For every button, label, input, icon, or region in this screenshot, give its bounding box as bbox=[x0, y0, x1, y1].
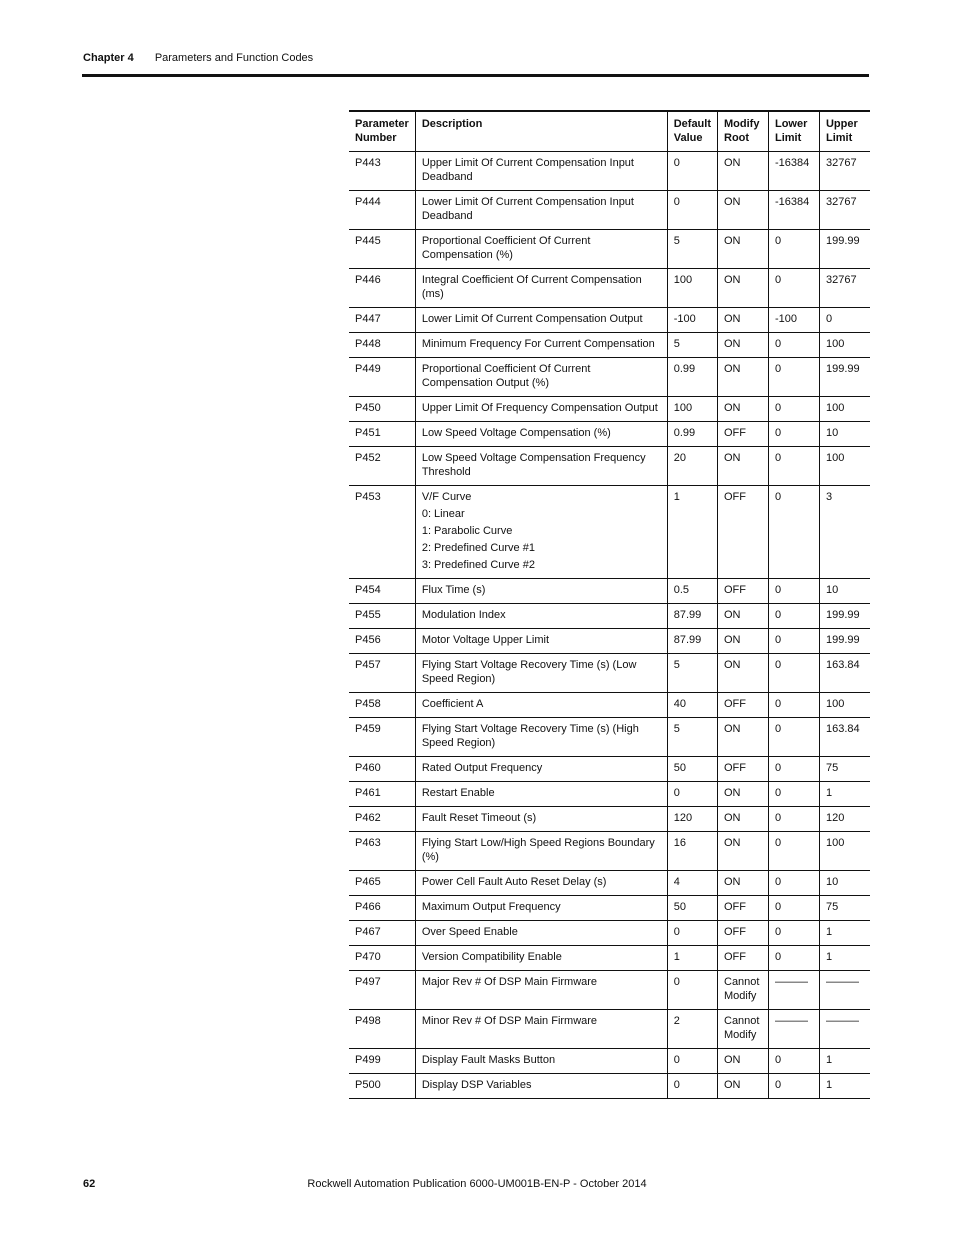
parameter-number-cell: P448 bbox=[355, 338, 381, 350]
upper-limit-cell: 1 bbox=[819, 782, 870, 807]
default-value-cell: 0 bbox=[667, 1074, 717, 1099]
description-cell: Over Speed Enable bbox=[415, 921, 667, 946]
default-value-cell: 50 bbox=[667, 896, 717, 921]
table-row bbox=[349, 152, 870, 191]
description-cell: Motor Voltage Upper Limit bbox=[415, 629, 667, 654]
parameter-number-cell: P500 bbox=[355, 1079, 381, 1091]
lower-limit-cell: -16384 bbox=[768, 191, 819, 230]
lower-limit-cell: 0 bbox=[768, 782, 819, 807]
parameter-number-cell: P451 bbox=[355, 427, 381, 439]
upper-limit-cell: 199.99 bbox=[819, 230, 870, 269]
description-cell: Flying Start Voltage Recovery Time (s) (Low Speed Region) bbox=[415, 654, 667, 693]
modify-root-cell: ON bbox=[718, 397, 769, 422]
default-value-cell: 100 bbox=[667, 397, 717, 422]
lower-limit-cell: 0 bbox=[768, 1074, 819, 1099]
lower-limit-cell: 0 bbox=[768, 946, 819, 971]
lower-limit-cell: -100 bbox=[768, 308, 819, 333]
upper-limit-cell: 10 bbox=[819, 422, 870, 447]
modify-root-cell: Cannot Modify bbox=[718, 1010, 769, 1049]
description-cell: Minor Rev # Of DSP Main Firmware bbox=[415, 1010, 667, 1049]
lower-limit-cell: 0 bbox=[768, 333, 819, 358]
upper-limit-cell: 163.84 bbox=[819, 718, 870, 757]
upper-limit-cell: 1 bbox=[819, 1074, 870, 1099]
modify-root-cell: OFF bbox=[718, 946, 769, 971]
default-value-cell: 4 bbox=[667, 871, 717, 896]
description-line: 0: Linear bbox=[421, 508, 465, 520]
default-value-cell: 0 bbox=[667, 152, 717, 191]
default-value-cell: 5 bbox=[667, 654, 717, 693]
default-value-cell: 2 bbox=[667, 1010, 717, 1049]
default-value-cell: 5 bbox=[667, 333, 717, 358]
parameter-number-cell: P449 bbox=[355, 363, 381, 375]
description-line: 2: Predefined Curve #1 bbox=[421, 542, 535, 554]
upper-limit-cell: 100 bbox=[819, 693, 870, 718]
upper-limit-cell: 199.99 bbox=[819, 604, 870, 629]
description-cell: Lower Limit Of Current Compensation Input Deadband bbox=[415, 191, 667, 230]
modify-root-cell: ON bbox=[718, 269, 769, 308]
upper-limit-cell: 75 bbox=[819, 757, 870, 782]
lower-limit-cell: 0 bbox=[768, 693, 819, 718]
description-cell: Minimum Frequency For Current Compensation bbox=[415, 333, 667, 358]
modify-root-cell: ON bbox=[718, 1049, 769, 1074]
upper-limit-cell: 163.84 bbox=[819, 654, 870, 693]
table-row bbox=[349, 896, 870, 921]
description-cell: Major Rev # Of DSP Main Firmware bbox=[415, 971, 667, 1010]
table-row bbox=[349, 1074, 870, 1099]
lower-limit-cell: 0 bbox=[768, 757, 819, 782]
parameter-number-cell: P454 bbox=[355, 584, 381, 596]
modify-root-cell: ON bbox=[718, 230, 769, 269]
modify-root-cell: ON bbox=[718, 1074, 769, 1099]
default-value-cell: 0 bbox=[667, 971, 717, 1010]
parameter-number-cell: P465 bbox=[355, 876, 381, 888]
parameter-number-cell: P453 bbox=[355, 491, 381, 503]
upper-limit-cell: 0 bbox=[819, 308, 870, 333]
parameter-number-cell: P498 bbox=[355, 1015, 381, 1027]
upper-limit-cell: 100 bbox=[819, 397, 870, 422]
lower-limit-cell: 0 bbox=[768, 718, 819, 757]
lower-limit-cell: 0 bbox=[768, 579, 819, 604]
default-value-cell: 0.5 bbox=[667, 579, 717, 604]
modify-root-cell: ON bbox=[718, 152, 769, 191]
lower-limit-cell: 0 bbox=[768, 486, 819, 579]
parameter-number-cell: P452 bbox=[355, 452, 381, 464]
upper-limit-cell: ——— bbox=[819, 1010, 870, 1049]
table-row bbox=[349, 422, 870, 447]
table-row bbox=[349, 579, 870, 604]
description-cell: Low Speed Voltage Compensation (%) bbox=[415, 422, 667, 447]
default-value-cell: 5 bbox=[667, 718, 717, 757]
description-cell: Fault Reset Timeout (s) bbox=[415, 807, 667, 832]
lower-limit-cell: ——— bbox=[768, 1010, 819, 1049]
lower-limit-cell: 0 bbox=[768, 604, 819, 629]
table-row bbox=[349, 757, 870, 782]
default-value-cell: 120 bbox=[667, 807, 717, 832]
lower-limit-cell: 0 bbox=[768, 921, 819, 946]
lower-limit-cell: 0 bbox=[768, 397, 819, 422]
column-header: Parameter Number bbox=[355, 118, 409, 144]
parameter-number-cell: P446 bbox=[355, 274, 381, 286]
parameter-number-cell: P447 bbox=[355, 313, 381, 325]
lower-limit-cell: 0 bbox=[768, 654, 819, 693]
description-cell: Proportional Coefficient Of Current Compensation (%) bbox=[415, 230, 667, 269]
header-rule bbox=[82, 74, 869, 77]
lower-limit-cell: -16384 bbox=[768, 152, 819, 191]
default-value-cell: 20 bbox=[667, 447, 717, 486]
upper-limit-cell: ——— bbox=[819, 971, 870, 1010]
description-cell: Display Fault Masks Button bbox=[415, 1049, 667, 1074]
running-header bbox=[83, 52, 313, 64]
modify-root-cell: ON bbox=[718, 333, 769, 358]
table-row bbox=[349, 946, 870, 971]
default-value-cell: 100 bbox=[667, 269, 717, 308]
description-cell: Lower Limit Of Current Compensation Output bbox=[415, 308, 667, 333]
default-value-cell: 0 bbox=[667, 1049, 717, 1074]
upper-limit-cell: 10 bbox=[819, 579, 870, 604]
table-row bbox=[349, 358, 870, 397]
upper-limit-cell: 199.99 bbox=[819, 358, 870, 397]
parameter-number-cell: P459 bbox=[355, 723, 381, 735]
default-value-cell: 0.99 bbox=[667, 422, 717, 447]
table-row bbox=[349, 269, 870, 308]
parameter-number-cell: P443 bbox=[355, 157, 381, 169]
table-row bbox=[349, 871, 870, 896]
table-row bbox=[349, 1049, 870, 1074]
description-cell: Version Compatibility Enable bbox=[415, 946, 667, 971]
description-cell: Integral Coefficient Of Current Compensation (ms) bbox=[415, 269, 667, 308]
parameter-number-cell: P463 bbox=[355, 837, 381, 849]
description-cell: Low Speed Voltage Compensation Frequency Threshold bbox=[415, 447, 667, 486]
default-value-cell: 0 bbox=[667, 782, 717, 807]
description-cell: Flying Start Voltage Recovery Time (s) (High Speed Region) bbox=[415, 718, 667, 757]
upper-limit-cell: 1 bbox=[819, 946, 870, 971]
parameter-number-cell: P450 bbox=[355, 402, 381, 414]
table-row bbox=[349, 230, 870, 269]
modify-root-cell: ON bbox=[718, 358, 769, 397]
table-row bbox=[349, 718, 870, 757]
upper-limit-cell: 1 bbox=[819, 921, 870, 946]
parameter-number-cell: P444 bbox=[355, 196, 381, 208]
table-row bbox=[349, 782, 870, 807]
modify-root-cell: ON bbox=[718, 308, 769, 333]
table-row bbox=[349, 486, 870, 579]
upper-limit-cell: 100 bbox=[819, 832, 870, 871]
modify-root-cell: ON bbox=[718, 191, 769, 230]
column-header: Default Value bbox=[667, 111, 717, 152]
modify-root-cell: ON bbox=[718, 782, 769, 807]
parameter-number-cell: P497 bbox=[355, 976, 381, 988]
default-value-cell: 5 bbox=[667, 230, 717, 269]
upper-limit-cell: 100 bbox=[819, 333, 870, 358]
default-value-cell: 87.99 bbox=[667, 629, 717, 654]
modify-root-cell: OFF bbox=[718, 921, 769, 946]
description-cell: Coefficient A bbox=[415, 693, 667, 718]
lower-limit-cell: ——— bbox=[768, 971, 819, 1010]
description-cell bbox=[415, 486, 667, 579]
description-cell: Maximum Output Frequency bbox=[415, 896, 667, 921]
table-row bbox=[349, 397, 870, 422]
default-value-cell: 87.99 bbox=[667, 604, 717, 629]
modify-root-cell: ON bbox=[718, 832, 769, 871]
parameter-table bbox=[349, 110, 870, 1099]
column-header: Upper Limit bbox=[819, 111, 870, 152]
table-row bbox=[349, 1010, 870, 1049]
table-row bbox=[349, 654, 870, 693]
default-value-cell: 1 bbox=[667, 946, 717, 971]
modify-root-cell: OFF bbox=[718, 896, 769, 921]
modify-root-cell: ON bbox=[718, 654, 769, 693]
lower-limit-cell: 0 bbox=[768, 447, 819, 486]
parameter-number-cell: P467 bbox=[355, 926, 381, 938]
table-row bbox=[349, 308, 870, 333]
description-cell: Upper Limit Of Frequency Compensation Output bbox=[415, 397, 667, 422]
table-row bbox=[349, 629, 870, 654]
publication-info: Rockwell Automation Publication 6000-UM001B-EN-P - October 2014 bbox=[307, 1178, 647, 1190]
column-header: Lower Limit bbox=[768, 111, 819, 152]
parameter-number-cell: P455 bbox=[355, 609, 381, 621]
chapter-title: Parameters and Function Codes bbox=[154, 52, 314, 64]
column-header: Modify Root bbox=[718, 111, 769, 152]
lower-limit-cell: 0 bbox=[768, 629, 819, 654]
upper-limit-cell: 100 bbox=[819, 447, 870, 486]
default-value-cell: 0 bbox=[667, 191, 717, 230]
description-cell: Flying Start Low/High Speed Regions Boundary (%) bbox=[415, 832, 667, 871]
table-row bbox=[349, 832, 870, 871]
table-body bbox=[349, 152, 870, 1099]
description-line: 1: Parabolic Curve bbox=[421, 525, 513, 537]
modify-root-cell: OFF bbox=[718, 757, 769, 782]
table-row bbox=[349, 604, 870, 629]
default-value-cell: 16 bbox=[667, 832, 717, 871]
default-value-cell: 40 bbox=[667, 693, 717, 718]
table-row bbox=[349, 807, 870, 832]
description-cell: Modulation Index bbox=[415, 604, 667, 629]
parameter-number-cell: P499 bbox=[355, 1054, 381, 1066]
parameter-number-cell: P461 bbox=[355, 787, 381, 799]
upper-limit-cell: 1 bbox=[819, 1049, 870, 1074]
column-header: Description bbox=[415, 111, 667, 152]
parameter-number-cell: P470 bbox=[355, 951, 381, 963]
table-row bbox=[349, 333, 870, 358]
description-cell: Flux Time (s) bbox=[415, 579, 667, 604]
modify-root-cell: ON bbox=[718, 447, 769, 486]
modify-root-cell: ON bbox=[718, 629, 769, 654]
table-row bbox=[349, 971, 870, 1010]
modify-root-cell: OFF bbox=[718, 579, 769, 604]
description-cell: Proportional Coefficient Of Current Compensation Output (%) bbox=[415, 358, 667, 397]
lower-limit-cell: 0 bbox=[768, 269, 819, 308]
description-cell: Display DSP Variables bbox=[415, 1074, 667, 1099]
modify-root-cell: OFF bbox=[718, 486, 769, 579]
modify-root-cell: OFF bbox=[718, 693, 769, 718]
default-value-cell: 0 bbox=[667, 921, 717, 946]
description-cell: Power Cell Fault Auto Reset Delay (s) bbox=[415, 871, 667, 896]
upper-limit-cell: 32767 bbox=[819, 269, 870, 308]
upper-limit-cell: 10 bbox=[819, 871, 870, 896]
default-value-cell: 0.99 bbox=[667, 358, 717, 397]
upper-limit-cell: 120 bbox=[819, 807, 870, 832]
parameter-number-cell: P466 bbox=[355, 901, 381, 913]
upper-limit-cell: 75 bbox=[819, 896, 870, 921]
lower-limit-cell: 0 bbox=[768, 358, 819, 397]
lower-limit-cell: 0 bbox=[768, 896, 819, 921]
modify-root-cell: ON bbox=[718, 718, 769, 757]
default-value-cell: 1 bbox=[667, 486, 717, 579]
page-number: 62 bbox=[83, 1178, 96, 1190]
table-row bbox=[349, 191, 870, 230]
modify-root-cell: Cannot Modify bbox=[718, 971, 769, 1010]
table-row bbox=[349, 447, 870, 486]
upper-limit-cell: 32767 bbox=[819, 191, 870, 230]
chapter-label: Chapter 4 bbox=[83, 52, 134, 64]
parameter-number-cell: P456 bbox=[355, 634, 381, 646]
description-cell: Restart Enable bbox=[415, 782, 667, 807]
table-row bbox=[349, 921, 870, 946]
description-cell: Upper Limit Of Current Compensation Input Deadband bbox=[415, 152, 667, 191]
table-header-row bbox=[349, 111, 870, 152]
lower-limit-cell: 0 bbox=[768, 230, 819, 269]
upper-limit-cell: 3 bbox=[819, 486, 870, 579]
modify-root-cell: ON bbox=[718, 604, 769, 629]
lower-limit-cell: 0 bbox=[768, 871, 819, 896]
description-cell: Rated Output Frequency bbox=[415, 757, 667, 782]
modify-root-cell: ON bbox=[718, 807, 769, 832]
parameter-number-cell: P458 bbox=[355, 698, 381, 710]
lower-limit-cell: 0 bbox=[768, 422, 819, 447]
default-value-cell: 50 bbox=[667, 757, 717, 782]
modify-root-cell: ON bbox=[718, 871, 769, 896]
modify-root-cell: OFF bbox=[718, 422, 769, 447]
upper-limit-cell: 32767 bbox=[819, 152, 870, 191]
description-line: V/F Curve bbox=[421, 491, 472, 503]
parameter-number-cell: P462 bbox=[355, 812, 381, 824]
lower-limit-cell: 0 bbox=[768, 807, 819, 832]
lower-limit-cell: 0 bbox=[768, 832, 819, 871]
parameter-number-cell: P445 bbox=[355, 235, 381, 247]
default-value-cell: -100 bbox=[667, 308, 717, 333]
parameter-number-cell: P457 bbox=[355, 659, 381, 671]
parameter-number-cell: P460 bbox=[355, 762, 381, 774]
upper-limit-cell: 199.99 bbox=[819, 629, 870, 654]
table-row bbox=[349, 693, 870, 718]
description-line: 3: Predefined Curve #2 bbox=[421, 559, 535, 571]
lower-limit-cell: 0 bbox=[768, 1049, 819, 1074]
